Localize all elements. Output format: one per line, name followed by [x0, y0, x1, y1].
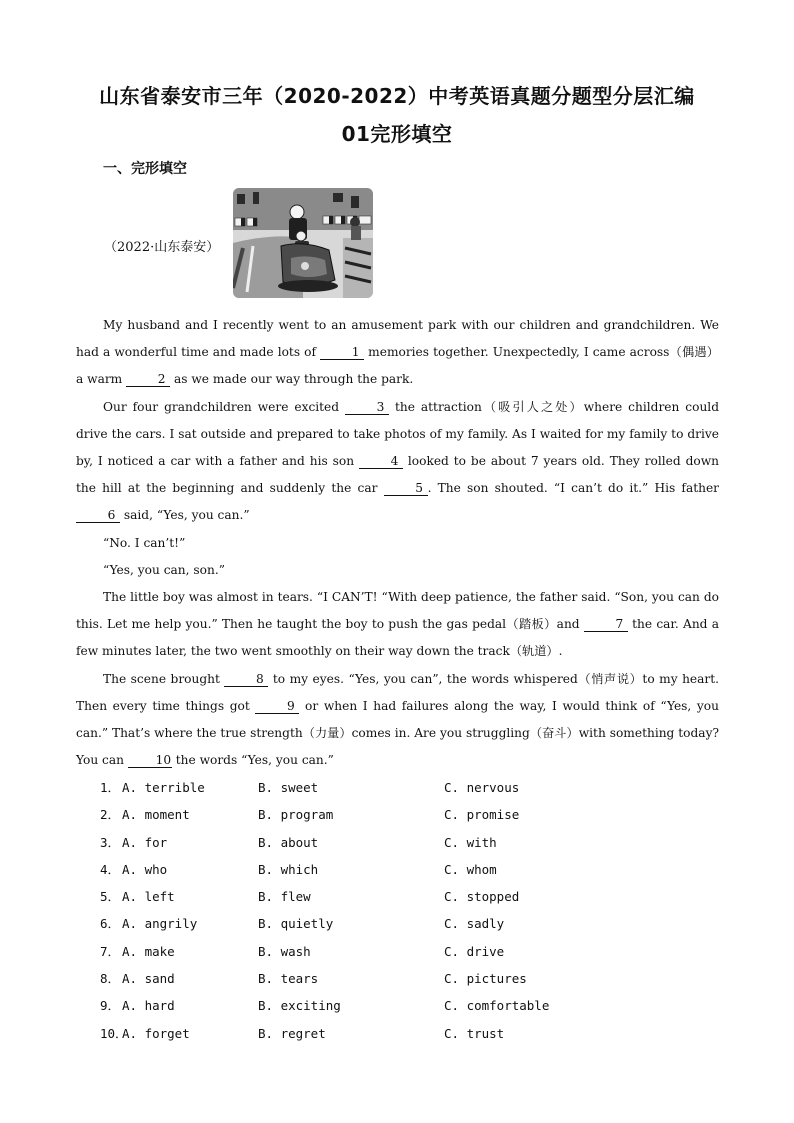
option-a[interactable]: A. for — [122, 834, 168, 850]
bumper-car-photo — [233, 188, 373, 298]
question-row — [100, 910, 700, 937]
option-c[interactable]: C. stopped — [444, 889, 520, 905]
question-row — [100, 965, 700, 992]
passage-paragraph-4: “Yes, you can, son.” — [103, 562, 225, 577]
question-row — [100, 938, 700, 965]
option-b[interactable]: B. program — [258, 807, 334, 823]
blank-3[interactable]: 3 — [345, 400, 389, 415]
option-b[interactable]: B. wash — [258, 943, 311, 959]
passage-paragraph-3: “No. I can’t!” — [103, 535, 186, 550]
option-c[interactable]: C. trust — [444, 1025, 505, 1041]
question-number: 4． — [100, 861, 121, 877]
document-title: 山东省泰安市三年（2020-2022）中考英语真题分题型分层汇编 — [99, 84, 695, 108]
blank-6[interactable]: 6 — [76, 508, 120, 523]
option-b[interactable]: B. regret — [258, 1025, 326, 1041]
question-row — [100, 856, 700, 883]
question-source: （2022·山东泰安） — [104, 240, 220, 255]
passage-paragraph-6: The scene brought 8 to my eyes. “Yes, you can”, the words whispered（悄声说）to my heart. Then every time things got 9 or when I had failures along the way, I would think of “Yes, you can.” That’s where the true strength（力量）comes in. Are you struggling（奋斗）with something today? You can 10 the words “Yes, you can.” — [76, 671, 719, 768]
option-c[interactable]: C. whom — [444, 861, 497, 877]
option-b[interactable]: B. quietly — [258, 916, 334, 932]
question-row — [100, 1020, 700, 1047]
option-a[interactable]: A. sand — [122, 971, 175, 987]
blank-2[interactable]: 2 — [126, 372, 170, 387]
option-a[interactable]: A. forget — [122, 1025, 190, 1041]
option-b[interactable]: B. flew — [258, 889, 311, 905]
blank-9[interactable]: 9 — [255, 699, 299, 714]
blank-1[interactable]: 1 — [320, 345, 364, 360]
bumper-car-illustration — [233, 188, 373, 298]
document-subtitle: 01完形填空 — [341, 122, 453, 146]
blank-5[interactable]: 5 — [384, 481, 428, 496]
blank-7[interactable]: 7 — [584, 617, 628, 632]
question-row — [100, 992, 700, 1019]
option-b[interactable]: B. exciting — [258, 998, 341, 1014]
option-a[interactable]: A. left — [122, 889, 175, 905]
option-a[interactable]: A. angrily — [122, 916, 198, 932]
question-number: 10． — [100, 1025, 128, 1041]
question-row — [100, 774, 700, 801]
option-c[interactable]: C. sadly — [444, 916, 505, 932]
option-a[interactable]: A. make — [122, 943, 175, 959]
option-a[interactable]: A. terrible — [122, 780, 205, 795]
option-c[interactable]: C. nervous — [444, 780, 520, 795]
option-c[interactable]: C. pictures — [444, 971, 527, 987]
question-row — [100, 801, 700, 828]
option-c[interactable]: C. comfortable — [444, 998, 550, 1014]
option-b[interactable]: B. about — [258, 834, 319, 850]
passage-paragraph-1: My husband and I recently went to an amusement park with our children and grandchildren. We had a wonderful time and made lots of 1 memories together. Unexpectedly, I came across（偶遇）a warm 2 as we made our way through the park. — [76, 318, 719, 387]
blank-8[interactable]: 8 — [224, 672, 268, 687]
option-b[interactable]: B. sweet — [258, 780, 319, 795]
question-number: 7． — [100, 943, 121, 959]
question-row — [100, 883, 700, 910]
blank-4[interactable]: 4 — [359, 454, 403, 469]
blank-10[interactable]: 10 — [128, 753, 172, 768]
question-number: 9． — [100, 998, 121, 1014]
option-a[interactable]: A. moment — [122, 807, 190, 823]
passage-paragraph-2: Our four grandchildren were excited 3 the attraction（吸引人之处）where children could drive the cars. I sat outside and prepared to take photos of my family. As I waited for my family to drive by, I noticed a car with a father and his son 4 looked to be about 7 years old. They rolled down the hill at the beginning and suddenly the car 5 . The son shouted. “I can’t do it.” His father 6 said, “Yes, you can.” — [76, 399, 720, 523]
question-row — [100, 829, 700, 856]
option-c[interactable]: C. drive — [444, 943, 505, 959]
cloze-passage — [76, 312, 719, 774]
option-b[interactable]: B. tears — [258, 971, 319, 987]
answer-options — [100, 774, 700, 1047]
option-a[interactable]: A. who — [122, 861, 168, 877]
question-number: 3． — [100, 834, 121, 850]
option-c[interactable]: C. with — [444, 834, 497, 850]
question-number: 1． — [100, 780, 121, 795]
question-number: 8． — [100, 971, 121, 987]
section-heading: 一、完形填空 — [103, 161, 187, 177]
passage-paragraph-5: The little boy was almost in tears. “I CAN’T! “With deep patience, the father said. “Son, you can do this. Let me help you.” Then he taught the boy to push the gas pedal（踏板）and 7 the car. And a few minutes later, the two went smoothly on their way down the track（轨道）. — [76, 590, 719, 659]
option-b[interactable]: B. which — [258, 861, 319, 877]
question-number: 5． — [100, 889, 121, 905]
option-a[interactable]: A. hard — [122, 998, 175, 1014]
question-number: 2． — [100, 807, 121, 823]
option-c[interactable]: C. promise — [444, 807, 520, 823]
question-number: 6． — [100, 916, 121, 932]
